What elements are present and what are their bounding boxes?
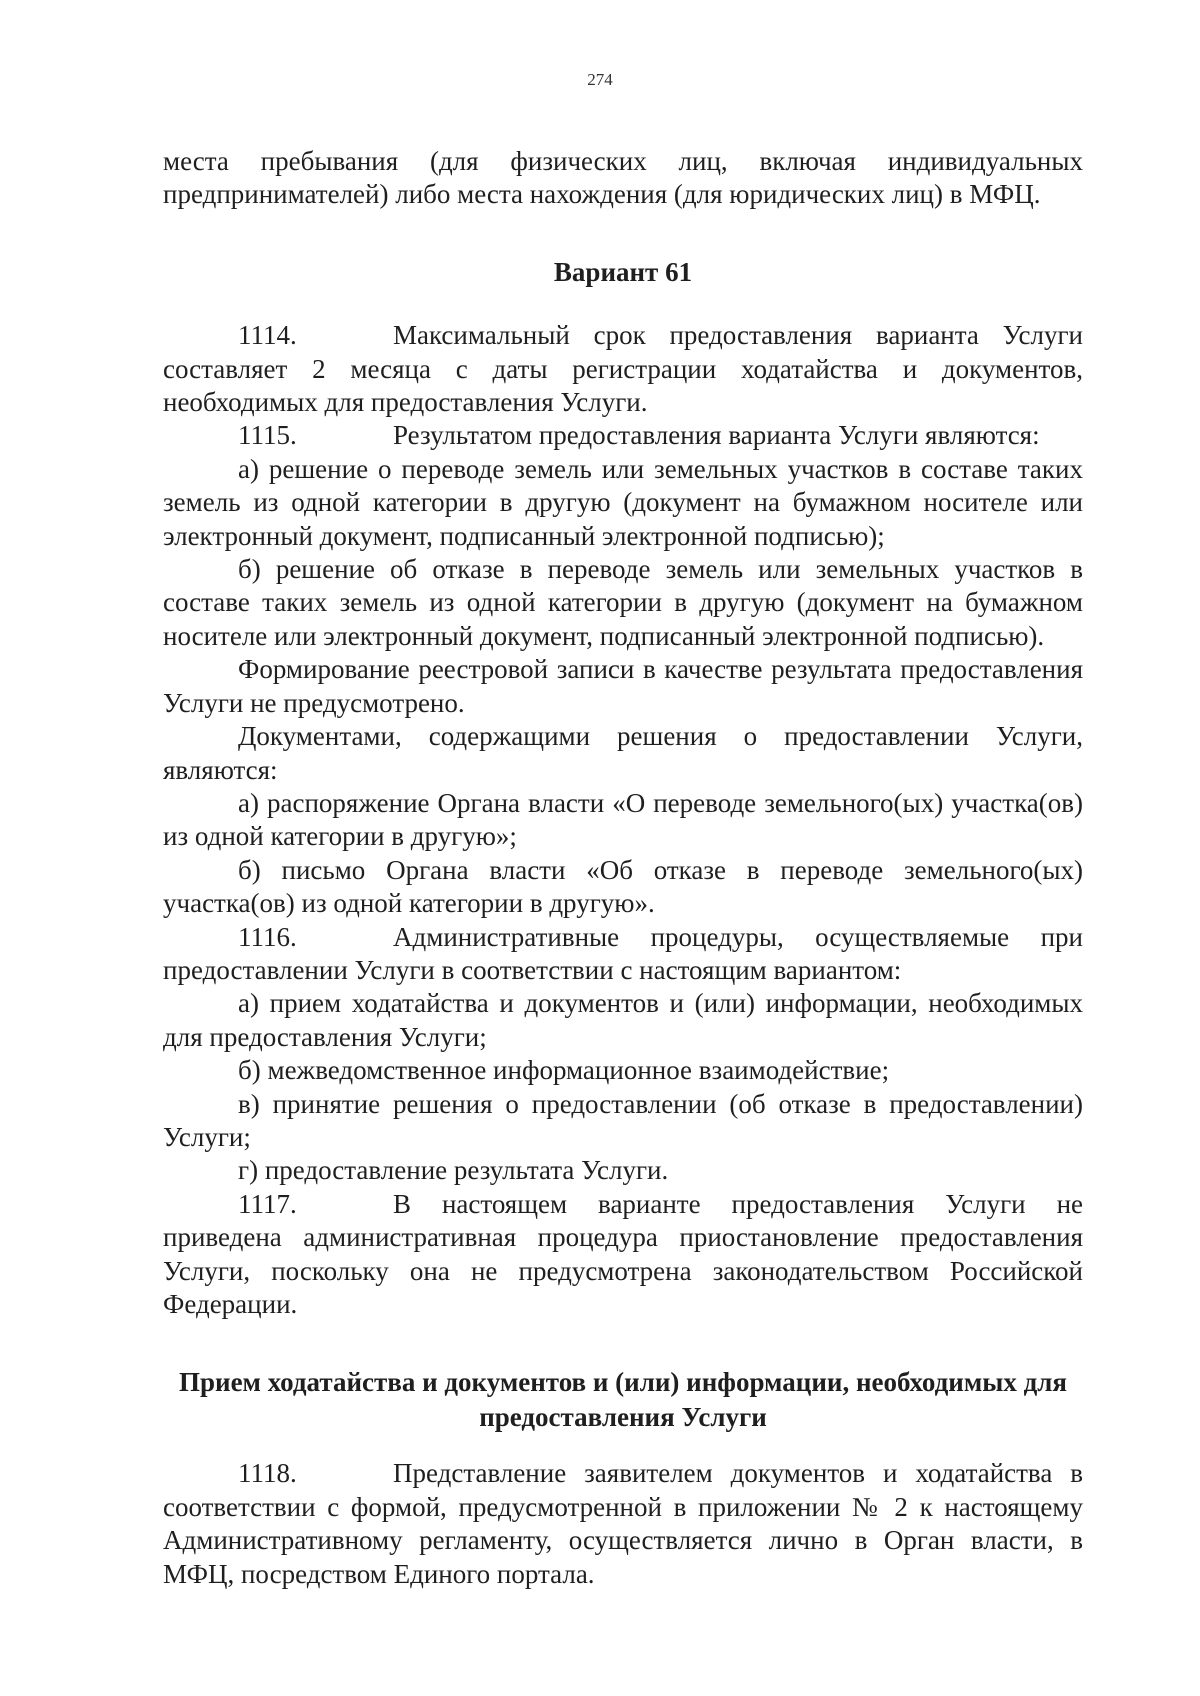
- paragraph-number: 1117.: [238, 1188, 297, 1219]
- variant-heading: Вариант 61: [553, 256, 693, 287]
- paragraph-number: 1114.: [238, 320, 297, 351]
- paragraph-number: 1116.: [238, 921, 297, 952]
- intro-paragraph: места пребывания (для физических лиц, включая индивидуальных предпринимателей) либо места нахождения (для юридических лиц) в МФЦ.: [163, 146, 1083, 210]
- page-number: 274: [587, 70, 613, 89]
- paragraph-text: Максимальный срок предоставления варианта Услуги составляет 2 месяца с даты регистрации ходатайства и документов, необходимых для предоставления Услуги.: [163, 320, 1083, 418]
- list-item-doc-a: а) распоряжение Органа власти «О переводе земельного(ых) участка(ов) из одной категории в другую»;: [163, 787, 1083, 852]
- paragraph-text: В настоящем варианте предоставления Услуги не приведена административная процедура приостановление предоставления Услуги, поскольку она не предусмотрена законодательством Российской Федерации.: [163, 1188, 1083, 1319]
- paragraph-text: Результатом предоставления варианта Услуги являются:: [393, 420, 1040, 451]
- section-heading: Прием ходатайства и документов и (или) информации, необходимых для предоставления Услуги: [179, 1367, 1067, 1433]
- paragraph-1114: [163, 319, 1083, 419]
- paragraph-1115: [163, 419, 1083, 452]
- list-item-doc-b: б) письмо Органа власти «Об отказе в переводе земельного(ых) участка(ов) из одной категории в другую».: [163, 854, 1083, 919]
- list-item-proc-b: б) межведомственное информационное взаимодействие;: [238, 1055, 890, 1086]
- registry-note: Формирование реестровой записи в качестве результата предоставления Услуги не предусмотрено.: [163, 654, 1083, 718]
- paragraph-1116: [163, 921, 1083, 988]
- paragraph-number: 1115.: [238, 420, 297, 451]
- paragraph-number: 1118.: [238, 1458, 297, 1489]
- paragraph-1117: [163, 1188, 1083, 1322]
- documents-intro: Документами, содержащими решения о предоставлении Услуги, являются:: [163, 721, 1083, 785]
- paragraph-1118: [163, 1457, 1083, 1591]
- list-item-proc-g: г) предоставление результата Услуги.: [238, 1155, 669, 1186]
- list-item-1115-a: а) решение о переводе земель или земельных участков в составе таких земель из одной категории в другую (документ на бумажном носителе или электронный документ, подписанный электронной подписью);: [163, 453, 1083, 551]
- list-item-1115-b: б) решение об отказе в переводе земель или земельных участков в составе таких земель из одной категории в другую (документ на бумажном носителе или электронный документ, подписанный электронной подписью).: [163, 554, 1083, 651]
- paragraph-text: Представление заявителем документов и ходатайства в соответствии с формой, предусмотренной в приложении № 2 к настоящему Административному регламенту, осуществляется лично в Орган власти, в МФЦ, посредством Единого портала.: [163, 1458, 1083, 1589]
- paragraph-text: Административные процедуры, осуществляемые при предоставлении Услуги в соответствии с настоящим вариантом:: [163, 921, 1083, 985]
- document-body: [163, 145, 1083, 1591]
- list-item-proc-v: в) принятие решения о предоставлении (об отказе в предоставлении) Услуги;: [163, 1088, 1083, 1152]
- list-item-proc-a: а) прием ходатайства и документов и (или) информации, необходимых для предоставления Услуги;: [163, 988, 1083, 1052]
